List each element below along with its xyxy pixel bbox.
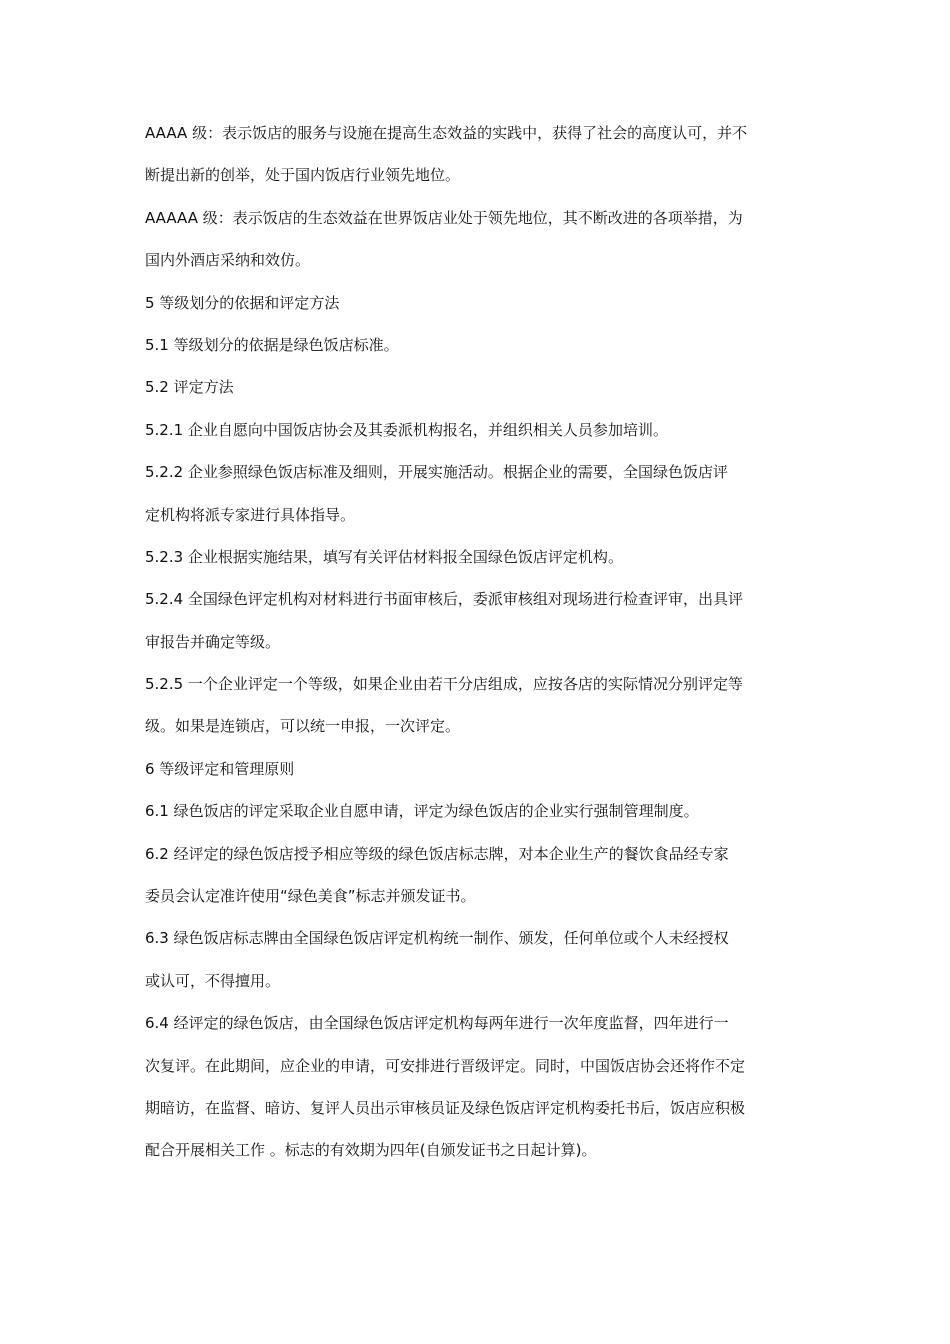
text-line: 期暗访，在监督、暗访、复评人员出示审核员证及绿色饭店评定机构委托书后，饭店应积极 xyxy=(145,1098,746,1117)
text-line: 6.2 经评定的绿色饭店授予相应等级的绿色饭店标志牌，对本企业生产的餐饮食品经专家 xyxy=(145,844,729,863)
section-heading: 5 等级划分的依据和评定方法 xyxy=(145,293,340,312)
text-line: 5.1 等级划分的依据是绿色饭店标准。 xyxy=(145,335,399,354)
text-line: 6.1 绿色饭店的评定采取企业自愿申请，评定为绿色饭店的企业实行强制管理制度。 xyxy=(145,802,699,821)
text-line: 委员会认定准许使用“绿色美食”标志并颁发证书。 xyxy=(145,887,476,906)
text-line: 次复评。在此期间，应企业的申请，可安排进行晋级评定。同时，中国饭店协会还将作不定 xyxy=(145,1056,746,1075)
document-body xyxy=(145,118,813,1178)
subsection-heading: 5.2 评定方法 xyxy=(145,378,234,397)
text-line: AAAA 级：表示饭店的服务与设施在提高生态效益的实践中，获得了社会的高度认可，并不 xyxy=(145,124,748,142)
text-line: 6.4 经评定的绿色饭店，由全国绿色饭店评定机构每两年进行一次年度监督，四年进行一 xyxy=(145,1014,729,1033)
text-line: 5.2.2 企业参照绿色饭店标准及细则，开展实施活动。根据企业的需要，全国绿色饭店评 xyxy=(145,463,728,482)
text-line: 审报告并确定等级。 xyxy=(145,632,281,651)
text-line: 5.2.1 企业自愿向中国饭店协会及其委派机构报名，并组织相关人员参加培训。 xyxy=(145,420,668,439)
text-line: 5.2.5 一个企业评定一个等级，如果企业由若干分店组成，应按各店的实际情况分别评定等 xyxy=(145,675,743,694)
text-line: 配合开展相关工作 。标志的有效期为四年(自颁发证书之日起计算)。 xyxy=(145,1141,597,1160)
section-heading: 6 等级评定和管理原则 xyxy=(145,759,295,778)
text-line: 国内外酒店采纳和效仿。 xyxy=(145,251,311,270)
text-line: 5.2.4 全国绿色评定机构对材料进行书面审核后，委派审核组对现场进行检查评审，出具评 xyxy=(145,590,743,609)
text-line: 定机构将派专家进行具体指导。 xyxy=(145,505,356,524)
text-line: 6.3 绿色饭店标志牌由全国绿色饭店评定机构统一制作、颁发，任何单位或个人未经授权 xyxy=(145,929,729,948)
text-line: 断提出新的创举，处于国内饭店行业领先地位。 xyxy=(145,166,461,185)
text-line: 级。如果是连锁店，可以统一申报，一次评定。 xyxy=(145,717,461,736)
text-line: 5.2.3 企业根据实施结果，填写有关评估材料报全国绿色饭店评定机构。 xyxy=(145,547,623,566)
text-line: AAAAA 级：表示饭店的生态效益在世界饭店业处于领先地位，其不断改进的各项举措，为 xyxy=(145,208,743,227)
text-line: 或认可，不得擅用。 xyxy=(145,971,281,990)
